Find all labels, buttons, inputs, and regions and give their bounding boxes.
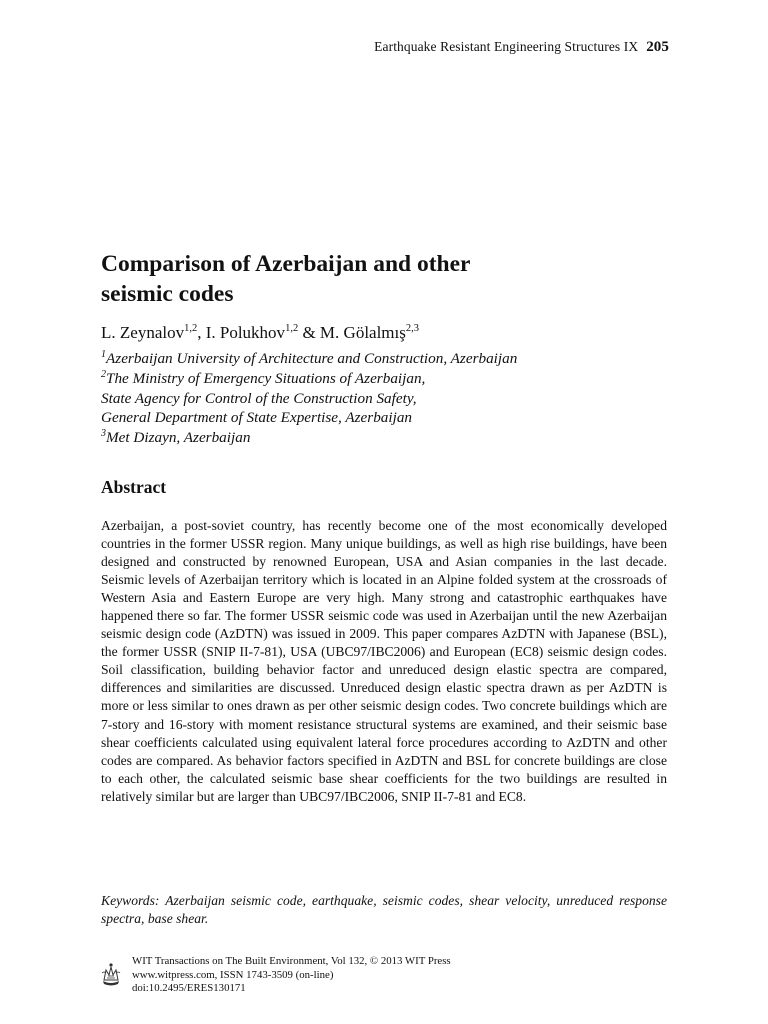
affiliation-text: State Agency for Control of the Construction Safety, <box>101 389 417 407</box>
title-line-1: Comparison of Azerbaijan and other <box>101 251 471 277</box>
author-name: I. Polukhov <box>205 323 286 342</box>
affiliation-line <box>101 408 517 428</box>
paper-title <box>101 249 621 309</box>
footer-line-1: WIT Transactions on The Built Environment, Vol 132, © 2013 WIT Press <box>132 955 451 967</box>
affiliation-line <box>101 428 517 448</box>
author-affiliation-marker: 1,2 <box>184 323 198 334</box>
affiliation-marker: 3 <box>101 428 106 440</box>
footer-line-3: doi:10.2495/ERES130171 <box>132 982 246 995</box>
abstract-body: Azerbaijan, a post-soviet country, has recently become one of the most economically developed countries in the former USSR region. Many unique buildings, as well as high rise buildings, have been designed and constructed by renowned European, USA and Asian companies in the last decade. Seismic levels of Azerbaijan territory which is located in an Alpine folded system at the crossroads of Western Asia and Eastern Europe are very high. Many strong and catastrophic earthquakes have happened there so far. The former USSR seismic code was used in Azerbaijan until the new Azerbaijan seismic design code (AzDTN) was issued in 2009. This paper compares AzDTN with Japanese (BSL), the former USSR (SNIP II-7-81), USA (UBC97/IBC2006) and European (EC8) seismic design codes. Soil classification, building behavior factor and unreduced design elastic spectra are compared, differences and similarities are discussed. Unreduced design elastic spectra drawn as per AzDTN is more or less similar to ones drawn as per other seismic design codes. Two concrete buildings which are 7-story and 16-story with moment resistance structural systems are examined, and their seismic base shear coefficients calculated using equivalent lateral force procedures according to AzDTN and other codes are compared. As behavior factors specified in AzDTN and BSL for concrete buildings are close to each other, the calculated seismic base shear coefficients for the two buildings are resulted in relatively similar but are larger than UBC97/IBC2006, SNIP II-7-81 and EC8. <box>101 518 667 804</box>
title-line-2: seismic codes <box>101 281 234 307</box>
affiliation-text: Met Dizayn, Azerbaijan <box>106 429 251 447</box>
affiliation-line <box>101 389 517 409</box>
running-header <box>374 39 669 56</box>
abstract-heading: Abstract <box>101 477 167 497</box>
affiliation-text: General Department of State Expertise, Azerbaijan <box>101 409 413 427</box>
author-affiliation-marker: 1,2 <box>285 323 299 334</box>
author-separator: & <box>298 323 320 342</box>
affiliation-marker: 1 <box>101 349 106 360</box>
footer-line-2: www.witpress.com, ISSN 1743-3509 (on-line) <box>132 968 334 981</box>
page-number: 205 <box>646 39 669 55</box>
affiliation-text: The Ministry of Emergency Situations of Azerbaijan, <box>106 369 426 387</box>
page-footer <box>100 955 451 996</box>
author-list <box>101 323 419 343</box>
publisher-logo-icon <box>100 961 122 987</box>
author-separator: , <box>197 323 206 342</box>
author-affiliation-marker: 2,3 <box>405 323 419 334</box>
author-name: L. Zeynalov <box>101 323 185 342</box>
author-name: M. Gölalmış <box>319 323 406 342</box>
affiliation-marker: 2 <box>101 368 106 380</box>
journal-name: Earthquake Resistant Engineering Structures IX <box>374 39 639 54</box>
affiliation-text: Azerbaijan University of Architecture and Construction, Azerbaijan <box>106 350 518 367</box>
affiliation-line <box>101 349 517 369</box>
affiliation-list <box>101 349 517 448</box>
affiliation-line <box>101 369 517 389</box>
footer-text <box>132 955 451 996</box>
keywords: Keywords: Azerbaijan seismic code, earthquake, seismic codes, shear velocity, unreduced response spectra, base shear. <box>101 893 667 927</box>
